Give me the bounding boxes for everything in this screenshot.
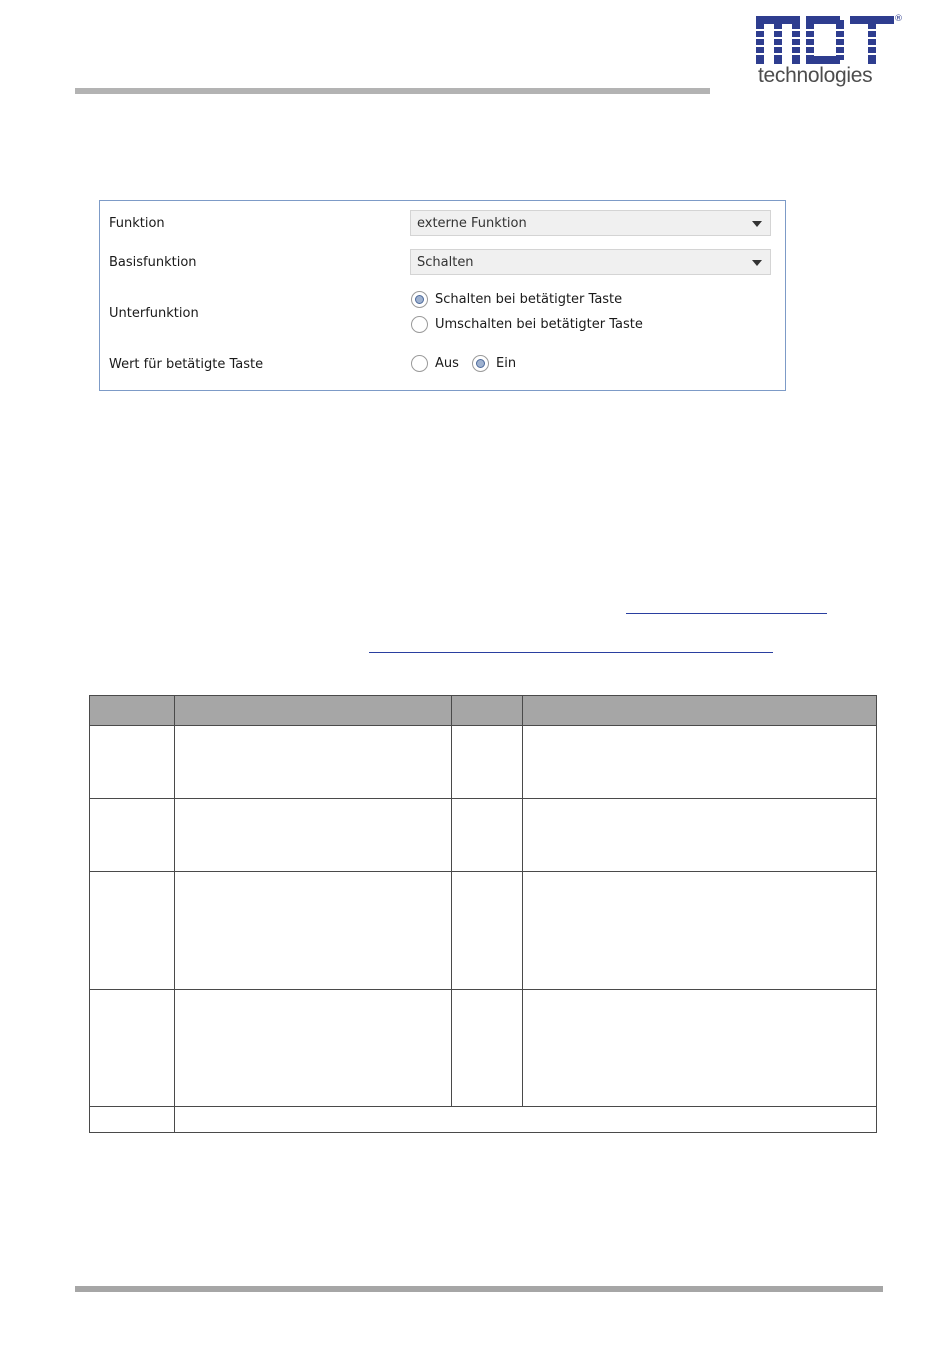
logo-subtitle: technologies [758, 64, 873, 87]
mdt-logo [756, 16, 906, 90]
table-header-row [90, 696, 877, 726]
table-cell [452, 990, 523, 1107]
table-cell [175, 990, 452, 1107]
basisfunktion-label: Basisfunktion [109, 255, 197, 270]
radio-schalten-label: Schalten bei betätigter Taste [435, 292, 623, 307]
radio-unselected-icon [411, 316, 428, 333]
table-cell [175, 872, 452, 990]
table-header-cell [523, 696, 877, 726]
radio-aus-label: Aus [435, 356, 459, 371]
radio-umschalten[interactable] [411, 316, 643, 333]
table-cell [90, 726, 175, 799]
registered-mark: ® [894, 14, 903, 24]
table-cell [452, 872, 523, 990]
table-cell [452, 726, 523, 799]
radio-umschalten-label: Umschalten bei betätigter Taste [435, 317, 643, 332]
table-cell [523, 990, 877, 1107]
table-cell [452, 799, 523, 872]
table-row [90, 726, 877, 799]
radio-ein-label: Ein [496, 356, 517, 371]
table-cell [523, 872, 877, 990]
wert-label: Wert für betätigte Taste [109, 357, 264, 372]
radio-selected-icon [411, 291, 428, 308]
hyperlink-underline[interactable] [369, 652, 773, 653]
settings-panel [99, 200, 786, 391]
table-cell [90, 799, 175, 872]
table-row [90, 990, 877, 1107]
table-cell [90, 990, 175, 1107]
funktion-label: Funktion [109, 216, 165, 231]
header-rule [75, 88, 710, 94]
table-row [90, 1107, 877, 1133]
table-cell [90, 872, 175, 990]
table-cell [90, 1107, 175, 1133]
radio-ein[interactable] [472, 355, 516, 372]
chevron-down-icon [752, 260, 762, 266]
table-cell [523, 726, 877, 799]
hyperlink-underline[interactable] [626, 613, 827, 614]
unterfunktion-label: Unterfunktion [109, 306, 199, 321]
radio-schalten[interactable] [411, 291, 622, 308]
table-cell [175, 799, 452, 872]
table-row [90, 872, 877, 990]
table-header-cell [90, 696, 175, 726]
table-row [90, 799, 877, 872]
table-header-cell [175, 696, 452, 726]
basisfunktion-value: Schalten [417, 255, 474, 270]
table-header-cell [452, 696, 523, 726]
basisfunktion-select[interactable] [410, 249, 771, 275]
radio-unselected-icon [411, 355, 428, 372]
funktion-value: externe Funktion [417, 216, 527, 231]
funktion-select[interactable] [410, 210, 771, 236]
footer-rule [75, 1286, 883, 1292]
radio-selected-icon [472, 355, 489, 372]
data-table [89, 695, 877, 1133]
table-cell [175, 1107, 877, 1133]
table-cell [175, 726, 452, 799]
chevron-down-icon [752, 221, 762, 227]
mdt-logo-mark [756, 16, 894, 64]
table-cell [523, 799, 877, 872]
radio-aus[interactable] [411, 355, 459, 372]
